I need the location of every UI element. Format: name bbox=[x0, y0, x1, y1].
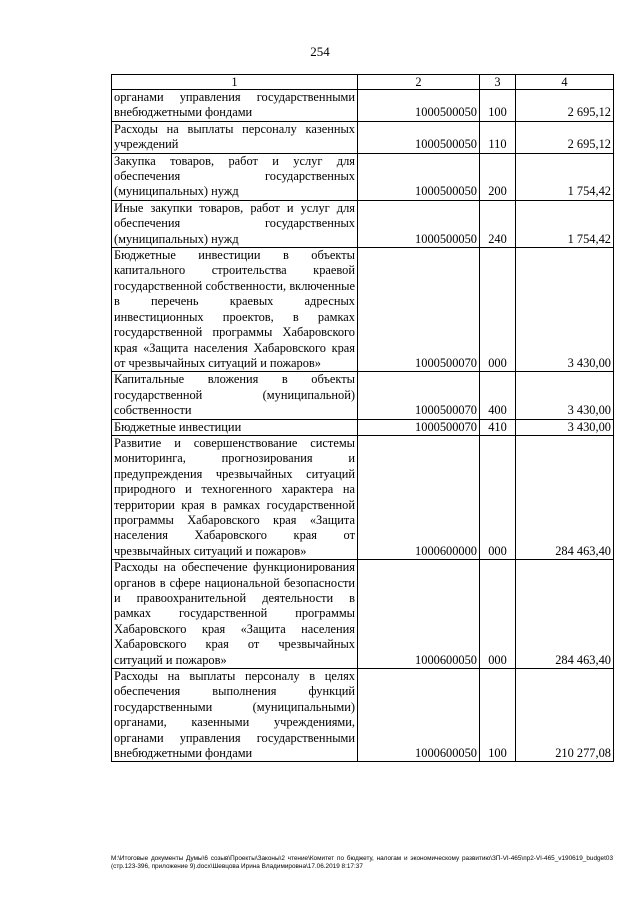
target-article-code: 1000500070 bbox=[358, 372, 480, 419]
header-col-1: 1 bbox=[112, 75, 358, 90]
document-footer-path: M:\Итоговые документы Думы\6 созыв\Проекты\Законы\2 чтение\Комитет по бюджету, налогам и экономическому развитию\ЗП-VI-465\пр2-VI-465_v190619_budget03 (стр.123-396, приложение 9).docx\Шевцова Ирина Владимировна\17.06.2019 8:17:37 bbox=[111, 855, 613, 871]
header-col-4: 4 bbox=[516, 75, 614, 90]
amount: 284 463,40 bbox=[516, 560, 614, 669]
expense-name: Капитальные вложения в объекты государственной (муниципальной) собственности bbox=[112, 372, 358, 419]
table-row bbox=[112, 121, 614, 153]
expense-name: Расходы на обеспечение функционирования органов в сфере национальной безопасности и правоохранительной деятельности в рамках государственной программы Хабаровского края «Защита населения Хабаровского края от чрезвычайных ситуаций и пожаров» bbox=[112, 560, 358, 669]
amount: 3 430,00 bbox=[516, 372, 614, 419]
expense-type-code: 100 bbox=[480, 669, 516, 762]
header-col-2: 2 bbox=[358, 75, 480, 90]
amount: 1 754,42 bbox=[516, 153, 614, 200]
table-row bbox=[112, 200, 614, 247]
amount: 284 463,40 bbox=[516, 435, 614, 559]
amount: 3 430,00 bbox=[516, 248, 614, 372]
expense-type-code: 240 bbox=[480, 200, 516, 247]
table-row bbox=[112, 435, 614, 559]
expense-name: Расходы на выплаты персоналу в целях обеспечения выполнения функций государственными (муниципальными) органами, казенными учреждениями, органами управления государственными внебюджетными фондами bbox=[112, 669, 358, 762]
table-row bbox=[112, 153, 614, 200]
expense-name: Развитие и совершенствование системы мониторинга, прогнозирования и предупреждения чрезвычайных ситуаций природного и техногенного характера на территории края в рамках государственной программы Хабаровского края «Защита населения Хабаровского края от чрезвычайных ситуаций и пожаров» bbox=[112, 435, 358, 559]
expense-type-code: 000 bbox=[480, 435, 516, 559]
table-row bbox=[112, 669, 614, 762]
page-number: 254 bbox=[310, 44, 330, 59]
target-article-code: 1000500050 bbox=[358, 153, 480, 200]
header-col-3: 3 bbox=[480, 75, 516, 90]
target-article-code: 1000500050 bbox=[358, 90, 480, 122]
amount: 2 695,12 bbox=[516, 90, 614, 122]
expense-type-code: 200 bbox=[480, 153, 516, 200]
expense-name: Бюджетные инвестиции bbox=[112, 419, 358, 435]
table-header-row bbox=[112, 75, 614, 90]
budget-table bbox=[111, 74, 614, 762]
expense-name: Бюджетные инвестиции в объекты капитального строительства краевой государственной собственности, включенные в перечень краевых адресных инвестиционных проектов, в рамках государственной программы Хабаровского края «Защита населения Хабаровского края от чрезвычайных ситуаций и пожаров» bbox=[112, 248, 358, 372]
expense-name: органами управления государственными внебюджетными фондами bbox=[112, 90, 358, 122]
expense-name: Закупка товаров, работ и услуг для обеспечения государственных (муниципальных) нужд bbox=[112, 153, 358, 200]
target-article-code: 1000500070 bbox=[358, 248, 480, 372]
expense-name: Расходы на выплаты персоналу казенных учреждений bbox=[112, 121, 358, 153]
table-row bbox=[112, 419, 614, 435]
amount: 1 754,42 bbox=[516, 200, 614, 247]
table-row bbox=[112, 372, 614, 419]
target-article-code: 1000600050 bbox=[358, 669, 480, 762]
target-article-code: 1000600000 bbox=[358, 435, 480, 559]
target-article-code: 1000500070 bbox=[358, 419, 480, 435]
expense-type-code: 110 bbox=[480, 121, 516, 153]
expense-name: Иные закупки товаров, работ и услуг для обеспечения государственных (муниципальных) нужд bbox=[112, 200, 358, 247]
expense-type-code: 400 bbox=[480, 372, 516, 419]
table-row bbox=[112, 248, 614, 372]
expense-type-code: 410 bbox=[480, 419, 516, 435]
amount: 3 430,00 bbox=[516, 419, 614, 435]
table-row bbox=[112, 560, 614, 669]
target-article-code: 1000500050 bbox=[358, 200, 480, 247]
expense-type-code: 000 bbox=[480, 248, 516, 372]
target-article-code: 1000500050 bbox=[358, 121, 480, 153]
target-article-code: 1000600050 bbox=[358, 560, 480, 669]
amount: 210 277,08 bbox=[516, 669, 614, 762]
amount: 2 695,12 bbox=[516, 121, 614, 153]
table-row bbox=[112, 90, 614, 122]
expense-type-code: 000 bbox=[480, 560, 516, 669]
expense-type-code: 100 bbox=[480, 90, 516, 122]
